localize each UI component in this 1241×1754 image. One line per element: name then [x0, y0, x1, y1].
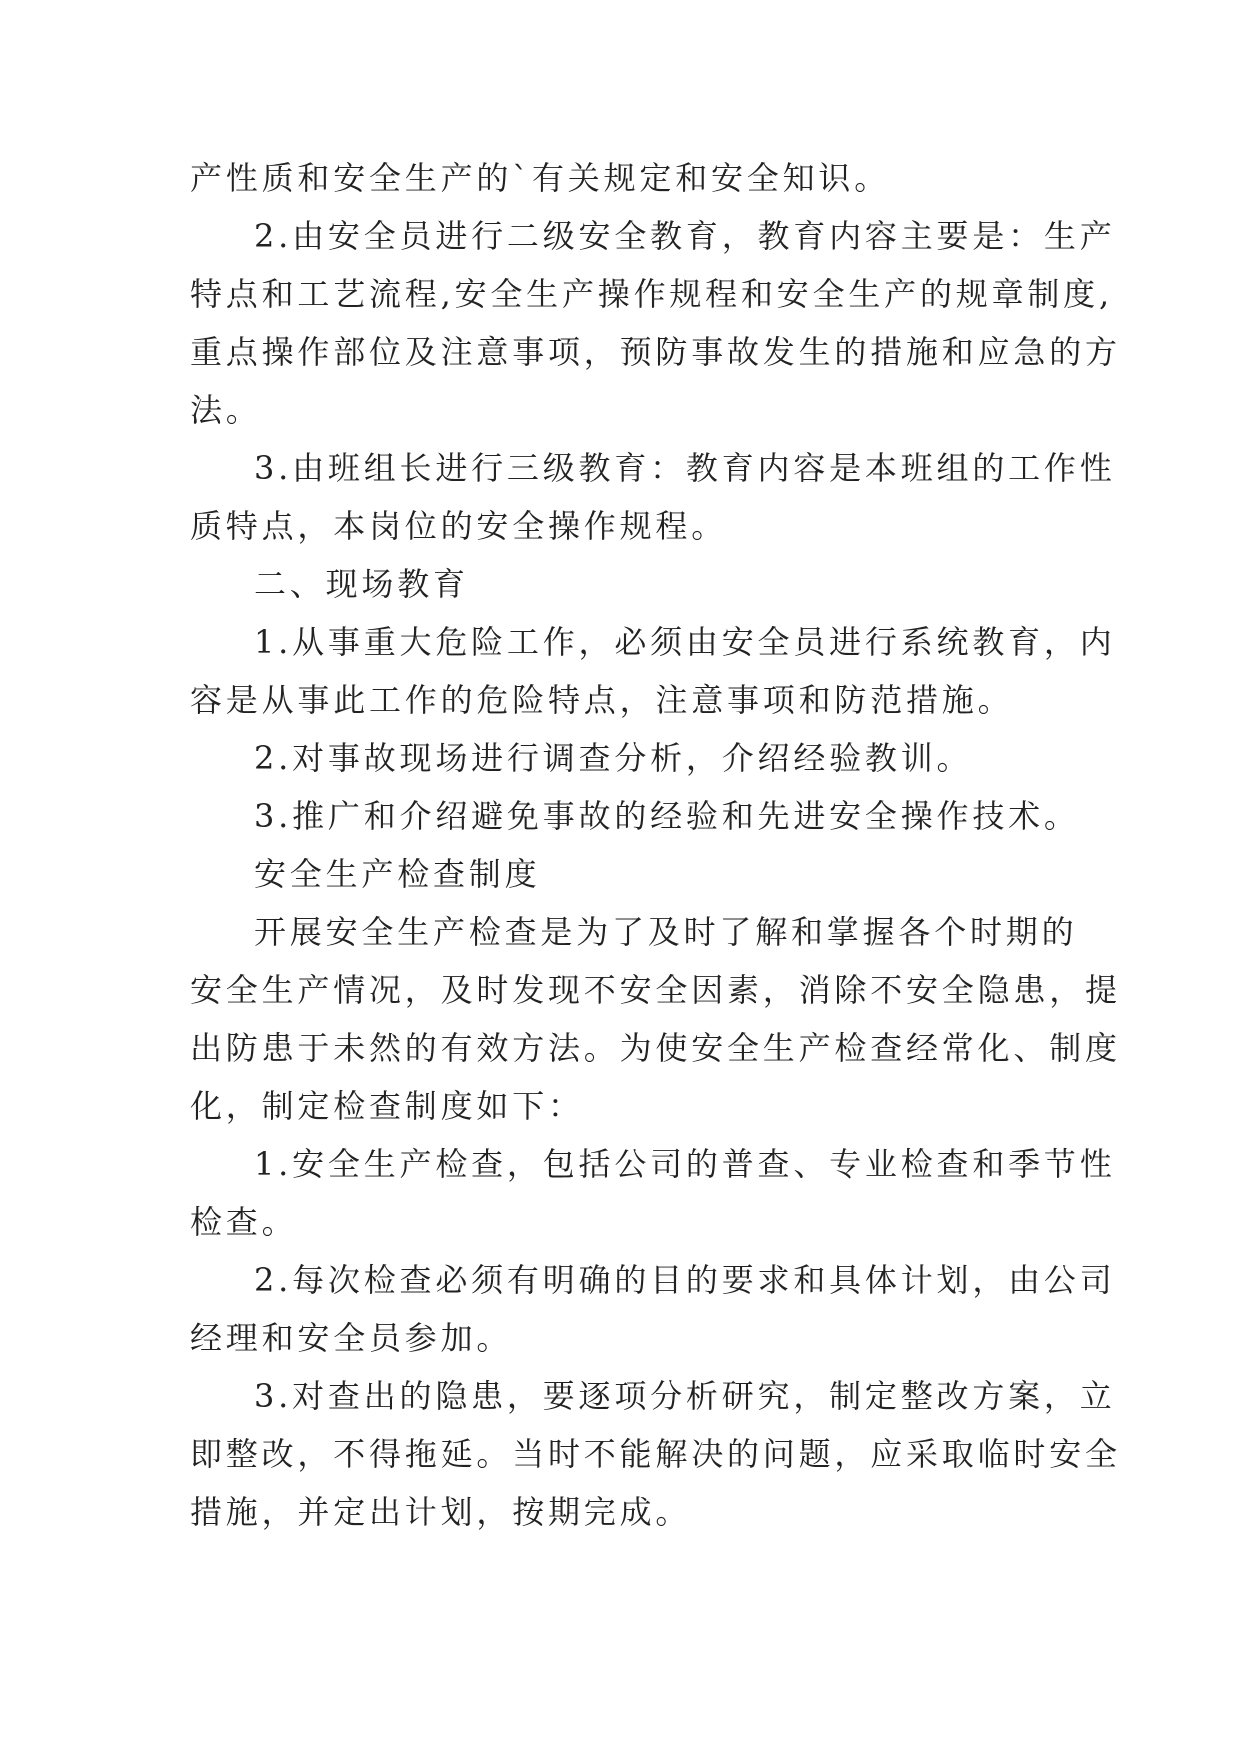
text-line: 2.由安全员进行二级安全教育，教育内容主要是：生产 [254, 217, 1116, 255]
text-line: 3.推广和介绍避免事故的经验和先进安全操作技术。 [254, 797, 1080, 835]
text-line: 质特点，本岗位的安全操作规程。 [190, 507, 728, 545]
text-line: 2.每次检查必须有明确的目的要求和具体计划，由公司 [254, 1261, 1116, 1299]
text-line: 容是从事此工作的危险特点，注意事项和防范措施。 [190, 681, 1014, 719]
text-line: 安全生产情况，及时发现不安全因素，消除不安全隐患，提 [190, 971, 1121, 1009]
text-line: 检查。 [190, 1203, 298, 1241]
text-line: 即整改，不得拖延。当时不能解决的问题，应采取临时安全 [190, 1435, 1121, 1473]
text-line: 3.对查出的隐患，要逐项分析研究，制定整改方案，立 [254, 1377, 1116, 1415]
text-line: 化，制定检查制度如下： [190, 1087, 584, 1125]
text-line: 法。 [190, 391, 262, 429]
text-line: 2.对事故现场进行调查分析，介绍经验教训。 [254, 739, 973, 777]
section-heading: 二、现场教育 [254, 565, 469, 603]
text-line: 出防患于未然的有效方法。为使安全生产检查经常化、制度 [190, 1029, 1121, 1067]
text-line: 1.从事重大危险工作，必须由安全员进行系统教育，内 [254, 623, 1116, 661]
text-line: 措施，并定出计划，按期完成。 [190, 1493, 692, 1531]
text-line: 开展安全生产检查是为了及时了解和掌握各个时期的 [254, 913, 1078, 951]
text-line: 经理和安全员参加。 [190, 1319, 513, 1357]
text-line: 1.安全生产检查，包括公司的普查、专业检查和季节性 [254, 1145, 1116, 1183]
text-line: 特点和工艺流程,安全生产操作规程和安全生产的规章制度, [190, 275, 1113, 313]
text-line: 产性质和安全生产的`有关规定和安全知识。 [190, 159, 891, 197]
section-heading: 安全生产检查制度 [254, 855, 541, 893]
text-line: 重点操作部位及注意事项，预防事故发生的措施和应急的方 [190, 333, 1121, 371]
text-line: 3.由班组长进行三级教育：教育内容是本班组的工作性 [254, 449, 1116, 487]
